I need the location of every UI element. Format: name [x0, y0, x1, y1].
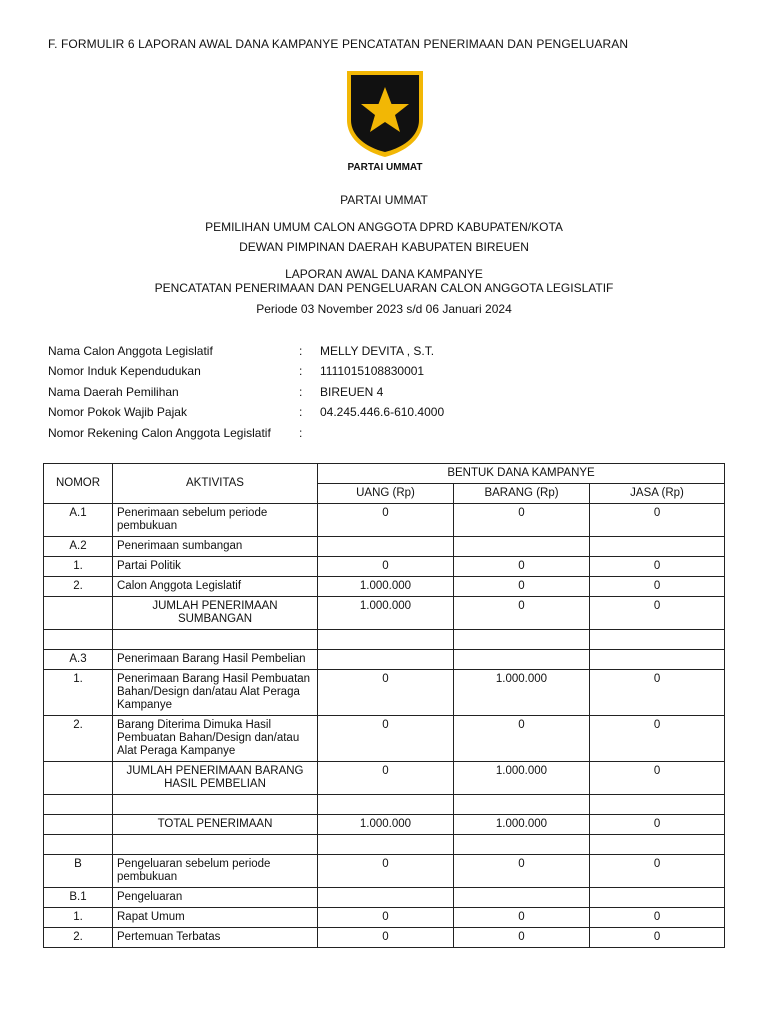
report-period: Periode 03 November 2023 s/d 06 Januari 2024	[256, 302, 512, 316]
info-value: BIREUEN 4	[320, 385, 384, 399]
row-uang-cell: 0	[318, 762, 454, 795]
header-barang: BARANG (Rp)	[454, 484, 590, 504]
row-barang-cell	[454, 650, 590, 670]
row-activity-cell: JUMLAH PENERIMAAN SUMBANGAN	[113, 597, 318, 630]
info-label: Nama Calon Anggota Legislatif	[48, 344, 213, 358]
table-row	[44, 650, 725, 670]
report-title: LAPORAN AWAL DANA KAMPANYE	[285, 267, 483, 281]
row-number-cell	[44, 835, 113, 855]
row-jasa-cell	[590, 537, 725, 557]
table-row	[44, 815, 725, 835]
row-jasa-cell	[590, 795, 725, 815]
info-value: 1111015108830001	[320, 364, 425, 378]
table-row	[44, 888, 725, 908]
table-row	[44, 855, 725, 888]
info-label: Nomor Induk Kependudukan	[48, 364, 201, 378]
row-uang-cell	[318, 630, 454, 650]
row-barang-cell: 0	[454, 577, 590, 597]
row-jasa-cell	[590, 888, 725, 908]
info-colon: :	[299, 344, 303, 358]
table-row	[44, 670, 725, 716]
table-row	[44, 928, 725, 948]
row-barang-cell: 1.000.000	[454, 670, 590, 716]
row-activity-cell: Pertemuan Terbatas	[113, 928, 318, 948]
row-activity-cell: Penerimaan sebelum periode pembukuan	[113, 504, 318, 537]
row-uang-cell: 0	[318, 557, 454, 577]
row-activity-cell: Penerimaan Barang Hasil Pembuatan Bahan/Design dan/atau Alat Peraga Kampanye	[113, 670, 318, 716]
row-barang-cell: 0	[454, 597, 590, 630]
row-jasa-cell: 0	[590, 716, 725, 762]
row-number-cell: 2.	[44, 928, 113, 948]
row-activity-cell	[113, 835, 318, 855]
row-barang-cell: 0	[454, 716, 590, 762]
row-activity-cell: Penerimaan sumbangan	[113, 537, 318, 557]
row-barang-cell	[454, 888, 590, 908]
row-number-cell	[44, 597, 113, 630]
info-label: Nomor Pokok Wajib Pajak	[48, 405, 187, 419]
table-row	[44, 597, 725, 630]
row-jasa-cell: 0	[590, 908, 725, 928]
row-uang-cell: 0	[318, 928, 454, 948]
row-uang-cell: 0	[318, 908, 454, 928]
table-row	[44, 557, 725, 577]
row-jasa-cell: 0	[590, 597, 725, 630]
row-uang-cell	[318, 650, 454, 670]
star-shield-icon	[346, 70, 424, 158]
party-name: PARTAI UMMAT	[340, 193, 428, 207]
row-barang-cell	[454, 537, 590, 557]
row-activity-cell: JUMLAH PENERIMAAN BARANG HASIL PEMBELIAN	[113, 762, 318, 795]
row-barang-cell: 0	[454, 504, 590, 537]
row-activity-cell	[113, 630, 318, 650]
info-colon: :	[299, 405, 303, 419]
row-jasa-cell: 0	[590, 670, 725, 716]
logo-caption: PARTAI UMMAT	[347, 162, 423, 173]
row-jasa-cell: 0	[590, 815, 725, 835]
row-jasa-cell: 0	[590, 577, 725, 597]
table-row	[44, 630, 725, 650]
row-jasa-cell	[590, 835, 725, 855]
row-uang-cell	[318, 795, 454, 815]
council-title: DEWAN PIMPINAN DAERAH KABUPATEN BIREUEN	[239, 240, 529, 254]
table-row	[44, 504, 725, 537]
row-activity-cell: TOTAL PENERIMAAN	[113, 815, 318, 835]
row-number-cell: A.3	[44, 650, 113, 670]
row-uang-cell: 0	[318, 855, 454, 888]
table-row	[44, 908, 725, 928]
row-barang-cell: 1.000.000	[454, 762, 590, 795]
row-number-cell: 1.	[44, 670, 113, 716]
party-logo	[346, 70, 424, 158]
row-barang-cell	[454, 795, 590, 815]
info-colon: :	[299, 364, 303, 378]
row-jasa-cell	[590, 630, 725, 650]
info-value: MELLY DEVITA , S.T.	[320, 344, 435, 358]
header-bentuk-dana: BENTUK DANA KAMPANYE	[318, 464, 725, 484]
table-row	[44, 537, 725, 557]
row-number-cell: 1.	[44, 557, 113, 577]
row-uang-cell	[318, 537, 454, 557]
row-barang-cell: 0	[454, 855, 590, 888]
row-barang-cell: 1.000.000	[454, 815, 590, 835]
table-row	[44, 577, 725, 597]
row-number-cell	[44, 762, 113, 795]
row-jasa-cell: 0	[590, 504, 725, 537]
header-aktivitas: AKTIVITAS	[113, 464, 318, 504]
row-number-cell: A.1	[44, 504, 113, 537]
election-title: PEMILIHAN UMUM CALON ANGGOTA DPRD KABUPATEN/KOTA	[205, 220, 563, 234]
header-uang: UANG (Rp)	[318, 484, 454, 504]
row-barang-cell	[454, 630, 590, 650]
row-jasa-cell: 0	[590, 928, 725, 948]
row-barang-cell	[454, 835, 590, 855]
row-activity-cell: Partai Politik	[113, 557, 318, 577]
row-jasa-cell: 0	[590, 762, 725, 795]
row-uang-cell: 0	[318, 504, 454, 537]
campaign-fund-table	[43, 463, 725, 948]
row-barang-cell: 0	[454, 557, 590, 577]
table-row	[44, 835, 725, 855]
info-value: 04.245.446.6-610.4000	[320, 405, 445, 419]
row-uang-cell: 1.000.000	[318, 577, 454, 597]
row-number-cell: B.1	[44, 888, 113, 908]
info-colon: :	[299, 385, 303, 399]
info-colon: :	[299, 426, 303, 440]
row-uang-cell	[318, 835, 454, 855]
row-barang-cell: 0	[454, 928, 590, 948]
info-label: Nomor Rekening Calon Anggota Legislatif	[48, 426, 271, 440]
row-activity-cell: Calon Anggota Legislatif	[113, 577, 318, 597]
row-activity-cell: Pengeluaran	[113, 888, 318, 908]
row-uang-cell: 1.000.000	[318, 597, 454, 630]
row-jasa-cell: 0	[590, 557, 725, 577]
row-activity-cell	[113, 795, 318, 815]
form-code-title: F. FORMULIR 6 LAPORAN AWAL DANA KAMPANYE PENCATATAN PENERIMAAN DAN PENGELUARAN	[48, 37, 629, 51]
row-uang-cell: 0	[318, 670, 454, 716]
row-uang-cell	[318, 888, 454, 908]
header-nomor: NOMOR	[44, 464, 113, 504]
row-number-cell: A.2	[44, 537, 113, 557]
row-number-cell: 2.	[44, 577, 113, 597]
report-subtitle: PENCATATAN PENERIMAAN DAN PENGELUARAN CALON ANGGOTA LEGISLATIF	[154, 281, 614, 295]
row-jasa-cell	[590, 650, 725, 670]
table-row	[44, 795, 725, 815]
row-number-cell: 1.	[44, 908, 113, 928]
row-jasa-cell: 0	[590, 855, 725, 888]
table-row	[44, 762, 725, 795]
row-activity-cell: Rapat Umum	[113, 908, 318, 928]
row-activity-cell: Pengeluaran sebelum periode pembukuan	[113, 855, 318, 888]
row-number-cell	[44, 795, 113, 815]
table-body	[44, 504, 725, 948]
header-jasa: JASA (Rp)	[590, 484, 725, 504]
row-activity-cell: Barang Diterima Dimuka Hasil Pembuatan Bahan/Design dan/atau Alat Peraga Kampanye	[113, 716, 318, 762]
row-activity-cell: Penerimaan Barang Hasil Pembelian	[113, 650, 318, 670]
row-number-cell: B	[44, 855, 113, 888]
row-number-cell	[44, 630, 113, 650]
row-number-cell: 2.	[44, 716, 113, 762]
row-number-cell	[44, 815, 113, 835]
row-barang-cell: 0	[454, 908, 590, 928]
row-uang-cell: 0	[318, 716, 454, 762]
table-row	[44, 716, 725, 762]
row-uang-cell: 1.000.000	[318, 815, 454, 835]
info-label: Nama Daerah Pemilihan	[48, 385, 179, 399]
